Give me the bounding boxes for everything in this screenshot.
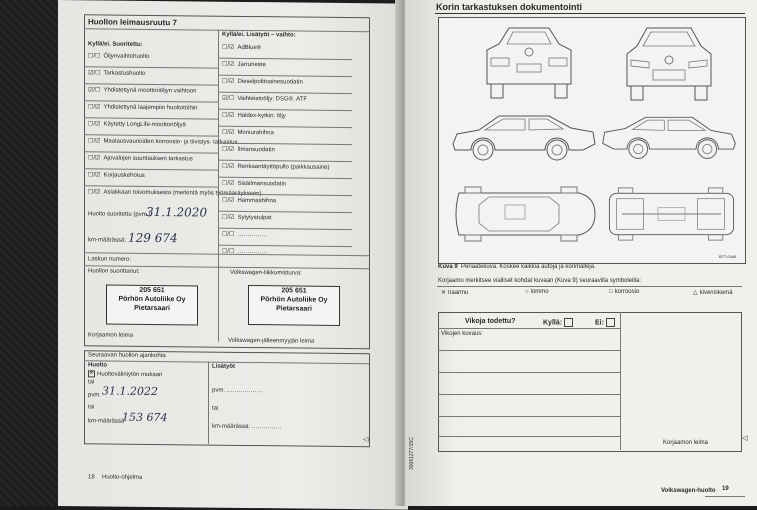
car-rear-view-icon [479,24,579,106]
figure-caption: Kuva 9 Periaatekuva. Koskee kaikkia autoja ja korimalleja. [438,264,596,270]
workshop-stamp: 205 651 Pörhön Autoliike Oy Pietarsaari [106,285,198,326]
checkbox-mark[interactable]: ☐/☑ [88,172,101,179]
or-label: tai [88,379,95,386]
checklist-label: Sytytystulpat [237,214,272,222]
symbol-icon: ✕ [441,290,447,296]
checklist-label: Korjauskehotus [103,172,145,179]
checklist-label: Maalausvaurioiden korroosio- ja tiivistys- tarkastus [103,138,238,146]
car-side-right-icon [599,110,739,162]
checklist-item[interactable] [222,61,266,68]
symbol-label: kiveniskemä [699,290,733,296]
workshop-stamp-label: Korjaamon leima [663,440,709,446]
next-service-col1: Huolto [88,362,107,369]
next-km: 153 674 [122,410,168,425]
side-code: 30061277/15C [409,437,415,470]
fabric-background [0,0,62,506]
checklist-item[interactable] [222,163,330,171]
next-date-label: pvm. [88,392,102,399]
symbol-label: korroosio [614,289,640,295]
checklist-item[interactable] [222,146,275,154]
checklist-item[interactable] [88,69,145,77]
car-front-view-icon [619,24,719,106]
checklist-label: Asiakkaan toivomuksesta (merkintä myös työmääräykseen) [103,189,262,198]
damage-symbol [609,289,639,295]
checkbox-mark[interactable]: ☐/☑ [222,163,235,170]
checklist-item[interactable] [222,44,261,51]
page-number-left: 18 [88,474,95,481]
checkbox-mark[interactable]: ☐/☑ [222,61,235,68]
checklist-label: Yhdistettynä laajempiin huoltotöihin [103,104,198,112]
checklist-item[interactable] [88,103,198,111]
checkbox-mark[interactable]: ☐/☑ [88,138,101,145]
checklist-label: Ilmansuodatin [237,146,275,154]
checkbox-mark[interactable]: ☑/☐ [88,87,101,94]
symbol-label: lommo [530,289,549,295]
checklist-label: Yhdistettynä moottoriöljyn vaihtoon [103,87,197,95]
checkbox-mark[interactable]: ☐/☑ [222,180,235,187]
checklist-item[interactable] [222,231,267,238]
checklist-item[interactable] [222,180,286,188]
checklist-item[interactable] [222,214,271,222]
checklist-label: Sisäilmansuodatin [237,180,287,188]
page-number-right: 19 [722,486,729,492]
workshop-stamp-caption: Korjaamon leima [88,332,134,339]
checklist-item[interactable] [222,112,286,120]
checkbox-mark[interactable]: ☐/☑ [88,189,101,196]
checkbox-mark[interactable]: ☐/☑ [88,121,101,128]
checkbox-mark[interactable]: ☐/☑ [222,146,235,153]
figure-code: B7T-0446 [719,254,737,259]
damage-symbol [525,289,549,295]
page-title-right: Korin tarkastuksen dokumentointi [436,2,583,12]
symbol-label: naarmu [448,290,469,296]
checkbox-mark[interactable]: ☐/☑ [222,44,235,51]
symbol-icon: □ [609,289,613,295]
checklist-label: Jarruneste [237,61,266,69]
checklist-item[interactable] [88,52,149,60]
checkbox-mark[interactable]: ☐/☑ [222,78,235,85]
car-side-left-icon [449,110,599,162]
checkbox-mark[interactable]: ☐/☑ [222,129,235,136]
checklist-label: Tarkastushuolto [103,70,146,77]
performed-by-label: Huollon suorittanut: [88,268,140,275]
interval-option: ✕ Huoltoväliniytön mukaan [89,370,163,379]
checklist-item[interactable] [222,95,307,103]
checkbox-mark[interactable]: ☐/☐ [222,231,235,238]
next-km-label: km-määrässä [88,418,125,425]
checklist-item[interactable] [88,171,145,179]
car-diagram [438,17,746,264]
checkbox-mark[interactable]: ☐/☑ [88,155,101,162]
checkbox-mark[interactable]: ☑/☐ [88,70,101,77]
yes-option[interactable]: Kyllä: [543,318,575,327]
checklist-label: Haldex-kytkin: öljy [237,112,286,120]
triangle-icon: ◁ [363,436,369,444]
checkbox-mark[interactable]: ☐/☑ [222,197,235,204]
checklist-label: Hammashihna [237,197,277,205]
checkbox-mark[interactable]: ☐/☐ [88,53,101,60]
date-label: Huolto suoritettu (pvm.): [88,211,153,218]
or-label-2: tai [88,404,95,411]
checkbox-mark[interactable]: ☐/☑ [222,112,235,119]
right-page [405,0,757,506]
page-title: Huollon leimausruutu 7 [88,17,177,28]
checklist-label: AdBlue® [237,44,262,52]
car-underbody-icon [604,183,739,245]
or-label-3: tai [212,405,219,412]
service-date: 31.1.2020 [146,204,208,220]
next-service-col2: Lisätyöt [212,363,236,370]
checklist-label: …………… [237,248,268,256]
checkbox-mark[interactable]: ☐/☑ [222,214,235,221]
symbol-icon: △ [693,290,698,296]
checklist-label: Dieselpolttoainesuodatin [237,78,303,86]
symbol-icon: ○ [525,289,529,295]
checklist-label: Moniurahihna [237,129,274,137]
damage-symbol [693,289,733,296]
left-page [58,0,408,510]
checkbox-mark[interactable]: ☑/☐ [222,95,235,102]
vw-dealer-label: Volkswagen-liikkumisturva: [230,269,302,277]
no-option[interactable]: Ei: [595,318,617,327]
checklist-label: Renkaantäyttöpullo (paikkausaine) [237,163,330,171]
invoice-label: Laskun numero: [88,256,132,263]
checkbox-mark[interactable]: ☐/☐ [222,248,235,255]
footer-brand: Volkswagen-huolto [661,488,716,494]
footer-title-left: Huolto-ohjelma [102,474,143,481]
dealer-stamp-caption: Volkswagen-jälleenmyyjän leima [228,337,315,345]
checklist-item[interactable] [88,154,193,162]
km-value: 129 674 [128,230,178,246]
checklist-label: …………… [237,231,268,239]
dealer-stamp: 205 651 Pörhön Autoliike Oy Pietarsaari [248,285,340,326]
next-date: 31.1.2022 [102,384,158,399]
col1-header: Kyllä/ei. Suoritettu: [88,41,143,48]
checklist-label: Vaihteistoöljy: DSG®, ATF [237,95,307,103]
car-top-view-icon [449,183,599,245]
damage-report-box [438,312,742,452]
checklist-label: Ajovalojen suuntauksen tarkastus [103,155,193,163]
triangle-icon-right: ◁ [742,435,748,442]
checklist-label: Öljynvaihtohuolto [103,53,150,60]
checkbox-mark[interactable]: ☐/☑ [88,104,101,111]
checklist-item[interactable] [222,197,276,205]
extra-km-field: km-määrässä: …………… [212,423,282,431]
symbol-instruction: Korjaamo merkitsee vialliset kohdat kuvaan (Kuva 9) seuraavilla symboleilla: [438,278,642,284]
checklist-item[interactable] [88,86,197,94]
checklist-item[interactable] [222,78,303,86]
next-service-header: Seuraavan huollon ajankohta [88,352,166,360]
checklist-item[interactable] [222,129,274,137]
km-label: km-määrässä: [88,237,127,244]
damage-question: Vikoja todettu? [465,318,516,325]
description-label: Vikojen kuvaus: [441,331,483,337]
extra-date-field: pvm. ……………… [212,387,263,395]
checklist-item[interactable] [88,120,186,128]
damage-symbol [441,289,468,296]
col2-header: Kyllä/ei. Lisätyöt – vaihto: [222,31,296,39]
checklist-label: Käytetty LongLife-moottoriöljyä [103,121,186,129]
